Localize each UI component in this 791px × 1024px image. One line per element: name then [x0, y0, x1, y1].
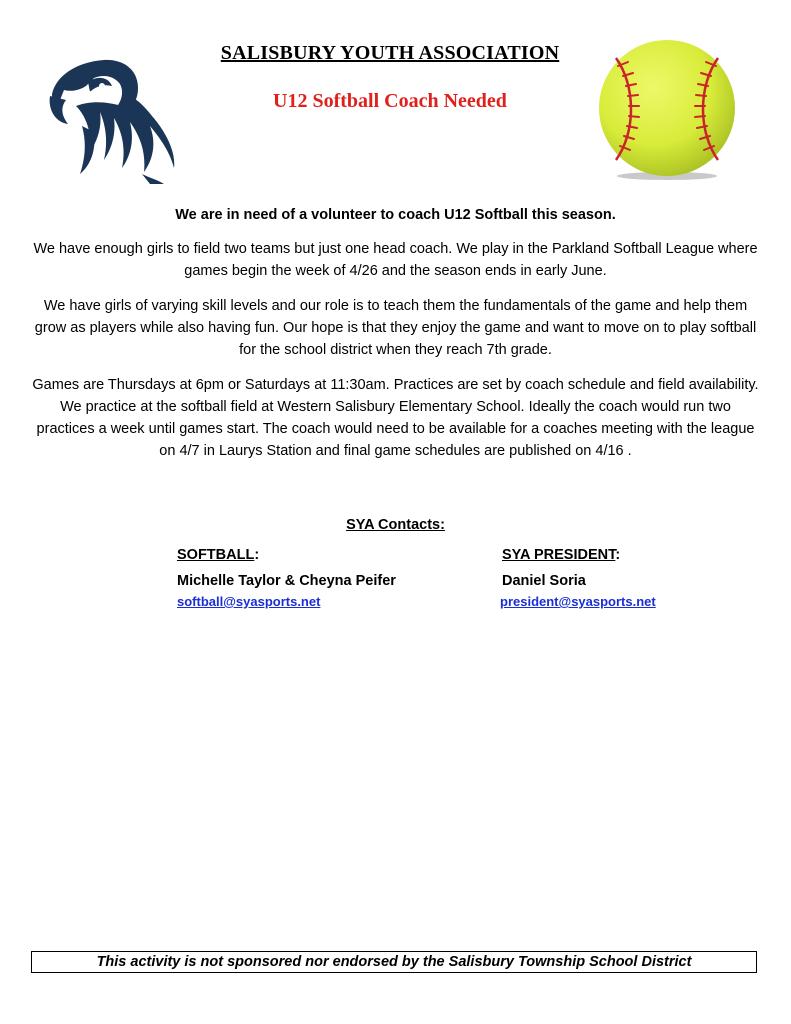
paragraph-teams: We have enough girls to field two teams but just one head coach. We play in the Parkland Softball League where games begin the week of 4/26 and the season ends in early June.: [33, 241, 758, 279]
contact-names: Daniel Soria: [502, 573, 586, 589]
flyer-subtitle: U12 Softball Coach Needed: [273, 90, 507, 112]
paragraph-schedule: Games are Thursdays at 6pm or Saturdays at 11:30am. Practices are set by coach schedule and field availability. We practice at the softball field at Western Salisbury Elementary School. Ideally the coach would run two practices a week until games start. The coach would need to be available for a coaches meeting with the league on 4/7 in Laurys Station and final game schedules are published on 4/16 .: [32, 377, 759, 459]
disclaimer-box: This activity is not sponsored nor endorsed by the Salisbury Township School District: [31, 951, 757, 973]
softball-icon: [594, 36, 740, 182]
contact-role: SYA PRESIDENT: [502, 547, 616, 563]
paragraph-skills: We have girls of varying skill levels and our role is to teach them the fundamentals of the game and help them grow as players while also having fun. Our hope is that they enjoy the game and want to move on to play softball for the school district when they reach 7th grade.: [34, 298, 757, 358]
contact-president: [502, 545, 656, 611]
role-colon: :: [254, 547, 260, 563]
contact-role-label: [502, 545, 656, 565]
role-colon: :: [615, 547, 621, 563]
contact-names: Michelle Taylor & Cheyna Peifer: [177, 573, 396, 589]
organization-title: SALISBURY YOUTH ASSOCIATION: [220, 42, 560, 64]
softball-email-link[interactable]: softball@syasports.net: [177, 594, 321, 609]
president-email-link[interactable]: president@syasports.net: [500, 594, 656, 609]
lead-statement: We are in need of a volunteer to coach U12 Softball this season.: [175, 207, 616, 223]
contact-role: SOFTBALL: [177, 547, 255, 563]
contacts-heading: SYA Contacts:: [346, 517, 445, 533]
contact-softball: [177, 545, 396, 611]
hawk-logo-icon: [46, 56, 180, 186]
flyer-body: [30, 204, 761, 475]
contact-role-label: [177, 545, 396, 565]
